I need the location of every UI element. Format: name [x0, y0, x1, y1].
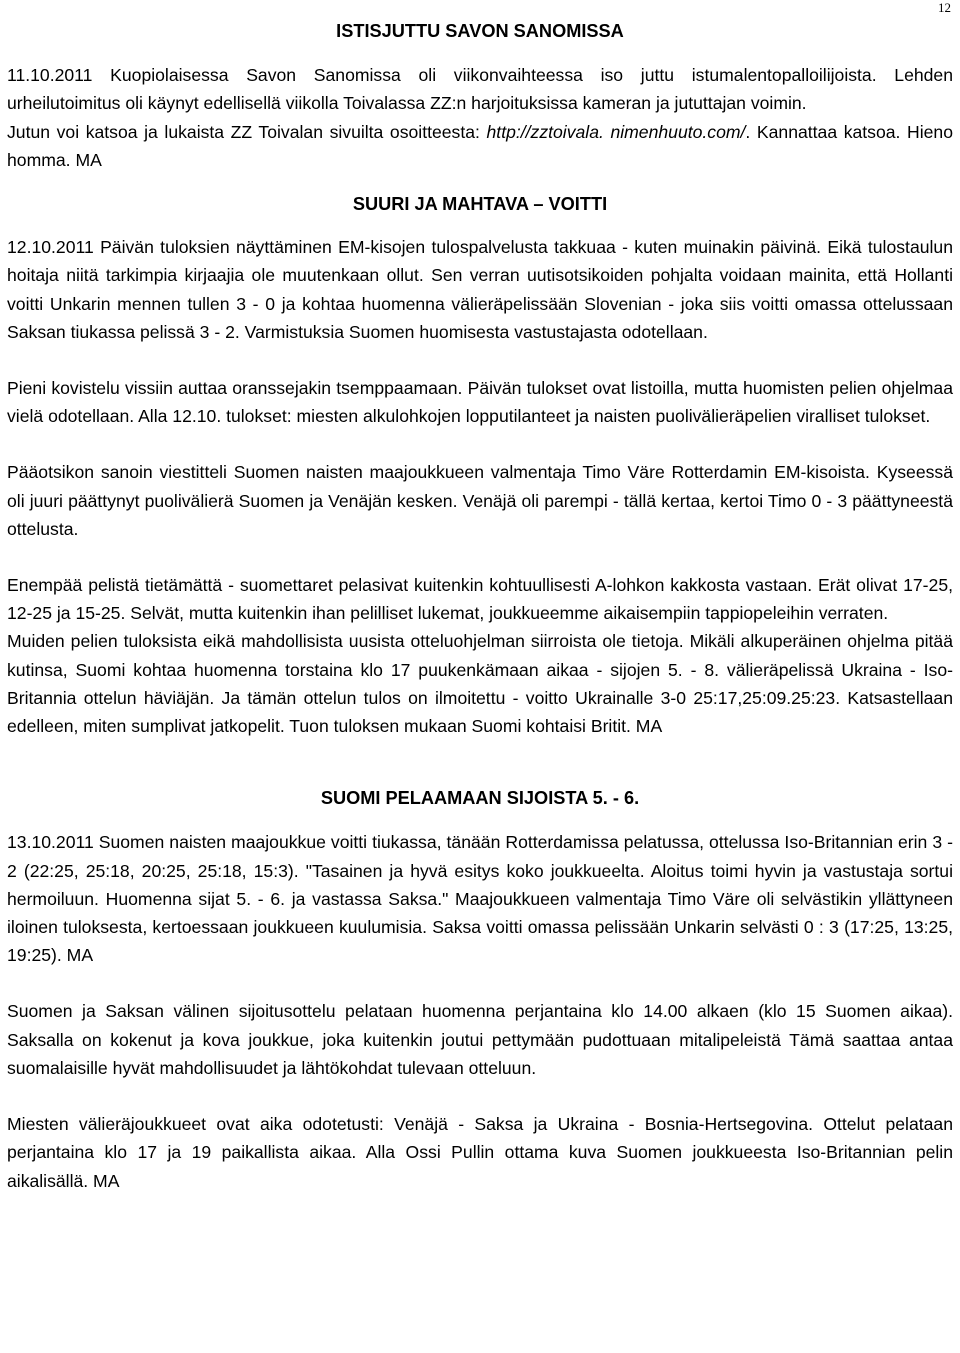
paragraph: Pääotsikon sanoin viestitteli Suomen naisten maajoukkueen valmentaja Timo Väre Rotterdamin EM-kisoista. Kyseessä oli juuri päättynyt puolivälierä Suomen ja Venäjän kesken. Venäjä oli parempi - tällä kertaa, kertoi Timo 0 - 3 päättyneestä ottelusta.: [7, 462, 953, 539]
paragraph-text: Jutun voi katsoa ja lukaista ZZ Toivalan sivuilta osoitteesta:: [7, 121, 487, 142]
document-body: [7, 17, 953, 1195]
section-title-suomi-pelaamaan: SUOMI PELAAMAAN SIJOISTA 5. - 6.: [320, 788, 640, 809]
paragraph: Suomen ja Saksan välinen sijoitusottelu pelataan huomenna perjantaina klo 14.00 alkaen (klo 15 Suomen aikaa). Saksalla on kokenut ja kova joukkue, joka kuitenkin joutui pettymään pudottuaan mitalipeleistä Tämä saattaa antaa suomalaisille hyvät mahdollisuudet ja lähtökohdat tulevaan otteluun.: [7, 1001, 953, 1078]
url-link[interactable]: http://zztoivala. nimenhuuto.com/: [486, 121, 746, 142]
section-title-suuri-ja-mahtava: SUURI JA MAHTAVA – VOITTI: [352, 194, 608, 215]
paragraph: Pieni kovistelu vissiin auttaa oranssejakin tsemppaamaan. Päivän tulokset ovat listoilla, mutta huomisten pelien ohjelmaa vielä odotellaan. Alla 12.10. tulokset: miesten alkulohkojen lopputilanteet ja naisten puolivälieräpelien viralliset tulokset.: [7, 378, 953, 427]
paragraph: 11.10.2011 Kuopiolaisessa Savon Sanomissa oli viikonvaihteessa iso juttu istumalentopalloilijoista. Lehden urheilutoimitus oli käynyt edellisellä viikolla Toivalassa ZZ:n harjoituksissa kameran ja jututtajan voimin.: [7, 65, 953, 114]
paragraph-text: . Kannattaa katsoa. Hieno homma. MA: [7, 121, 953, 170]
section-title-istisjuttu: ISTISJUTTU SAVON SANOMISSA: [336, 21, 624, 41]
paragraph: 13.10.2011 Suomen naisten maajoukkue voitti tiukassa, tänään Rotterdamissa pelatussa, ottelussa Iso-Britannian erin 3 - 2 (22:25, 25:18, 20:25, 25:18, 15:3). "Tasainen ja hyvä esitys koko joukkueelta. Aloitus toimi hyvin ja vastustaja sortui hermoiluun. Huomenna sijat 5. - 6. ja vastassa Saksa." Maajoukkueen valmentaja Timo Väre oli selvästikin yllättyneen iloinen tuloksesta, kertoessaan joukkueen kuulumisia. Saksa voitti omassa pelissään Unkarin selvästi 0 : 3 (17:25, 13:25, 19:25). MA: [7, 832, 953, 966]
paragraph-with-link: [7, 118, 953, 174]
paragraph: 12.10.2011 Päivän tuloksien näyttäminen EM-kisojen tulospalvelusta takkuaa - kuten muinakin päivinä. Eikä tulostaulun hoitaja niitä tarkimpia kirjaajia ole muutenkaan ollut. Sen verran uutisotsikoiden pohjalta voidaan mainita, että Hollanti voitti Unkarin mennen tullen 3 - 0 ja kohtaa huomenna välieräpelissään Slovenian - joka siis voitti omassa ottelussaan Saksan tiukassa pelissä 3 - 2. Varmistuksia Suomen huomisesta vastustajasta odotellaan.: [7, 237, 953, 342]
paragraph: Miesten välieräjoukkueet ovat aika odotetusti: Venäjä - Saksa ja Ukraina - Bosnia-Hertsegovina. Ottelut pelataan perjantaina klo 17 ja 19 paikallista aikaa. Alla Ossi Pullin ottama kuva Suomen joukkueesta Iso-Britannian pelin aikalisällä. MA: [7, 1114, 953, 1191]
page-number: 12: [938, 0, 951, 15]
paragraph: Muiden pelien tuloksista eikä mahdollisista uusista otteluohjelman siirroista ole tietoja. Mikäli alkuperäinen ohjelma pitää kutinsa, Suomi kohtaa huomenna torstaina klo 17 puukenkämaan aikaa - sijojen 5. - 8. välieräpelissä Ukraina - Iso-Britannia ottelun häviäjän. Ja tämän ottelun tulos on ilmoitettu - voitto Ukrainalle 3-0 25:17,25:09.25:23. Katsastellaan edelleen, miten sumplivat jatkopelit. Tuon tuloksen mukaan Suomi kohtaisi Britit. MA: [7, 631, 953, 737]
paragraph: Enempää pelistä tietämättä - suomettaret pelasivat kuitenkin kohtuullisesti A-lohkon kakkosta vastaan. Erät olivat 17-25, 12-25 ja 15-25. Selvät, mutta kuitenkin ihan pelilliset lukemat, joukkueemme aikaisempiin tappiopeleihin verraten.: [7, 575, 953, 624]
